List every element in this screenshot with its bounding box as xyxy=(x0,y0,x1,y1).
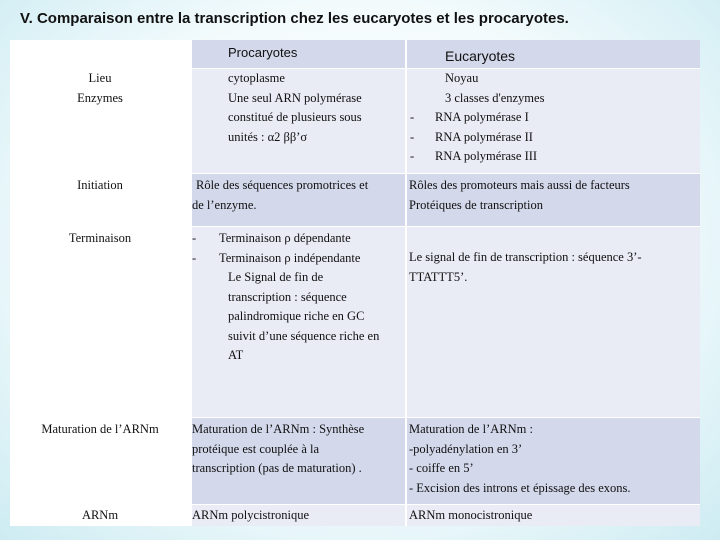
pro-lieu-text: cytoplasme xyxy=(228,71,285,85)
pro-maturation-line-2: protéique est couplée à la xyxy=(192,441,320,456)
euk-lieu-text: Noyau xyxy=(445,71,479,85)
row-label-terminaison: Terminaison xyxy=(68,231,132,245)
euk-enzyme-item: - RNA polymérase III xyxy=(410,149,538,163)
euk-initiation-line-2: Protéiques de transcription xyxy=(409,197,543,212)
euk-maturation-line-1: Maturation de l’ARNm : xyxy=(409,422,533,436)
euk-maturation-line-3: - coiffe en 5’ xyxy=(409,461,474,475)
euk-maturation-line-2: -polyadénylation en 3’ xyxy=(409,441,523,456)
header-empty-cell xyxy=(10,40,190,68)
euk-enzymes-intro: 3 classes d'enzymes xyxy=(445,90,545,105)
slide-title: V. Comparaison entre la transcription chez les eucaryotes et les procaryotes. xyxy=(20,10,569,27)
pro-terminaison-item: - Terminaison ρ indépendante xyxy=(192,250,361,265)
row-label-lieu: Lieu xyxy=(88,71,112,85)
cell-euk-maturation xyxy=(407,418,700,504)
cell-pro-arnm: ARNm polycistronique xyxy=(192,505,405,526)
pro-maturation-line-1: Maturation de l’ARNm : Synthèse xyxy=(192,422,365,436)
euk-terminaison-line-1: Le signal de fin de transcription : séquence 3’- xyxy=(409,250,642,264)
pro-enzymes-line-3: unités : α2 ββ’σ xyxy=(228,129,308,144)
row-label-initiation: Initiation xyxy=(77,178,123,192)
pro-terminaison-cont-1: Le Signal de fin de xyxy=(228,270,324,284)
row-label-maturation: Maturation de l’ARNm xyxy=(41,422,159,436)
euk-maturation-line-4: - Excision des introns et épissage des exons. xyxy=(409,480,631,495)
row-label-arnm: ARNm xyxy=(81,508,119,522)
row-label-lieu-enzymes xyxy=(10,69,190,173)
cell-pro-terminaison xyxy=(192,227,405,417)
euk-terminaison-line-2: TTATTT5’. xyxy=(409,269,468,284)
pro-maturation-line-3: transcription (pas de maturation) . xyxy=(192,461,362,475)
cell-euk-terminaison xyxy=(407,227,700,417)
pro-initiation-line-1: Rôle des séquences promotrices et xyxy=(196,178,369,192)
cell-euk-arnm: ARNm monocistronique xyxy=(407,505,700,526)
cell-euk-initiation xyxy=(407,174,700,226)
euk-enzyme-item: - RNA polymérase II xyxy=(410,129,533,144)
cell-pro-maturation xyxy=(192,418,405,504)
euk-enzyme-item: - RNA polymérase I xyxy=(410,110,529,124)
cell-euk-lieu-enzymes xyxy=(407,69,700,173)
pro-terminaison-item: - Terminaison ρ dépendante xyxy=(192,231,351,245)
pro-initiation-line-2: de l’enzyme. xyxy=(192,197,257,212)
comparison-table xyxy=(10,40,700,526)
header-eucaryotes: Eucaryotes xyxy=(407,40,700,68)
pro-terminaison-cont-5: AT xyxy=(228,348,244,362)
pro-terminaison-cont-2: transcription : séquence xyxy=(228,289,347,304)
pro-terminaison-cont-4: suivit d’une séquence riche en xyxy=(228,328,380,343)
cell-pro-initiation xyxy=(192,174,405,226)
row-label-enzymes: Enzymes xyxy=(77,90,123,105)
pro-enzymes-line-1: Une seul ARN polymérase xyxy=(228,90,362,105)
header-procaryotes: Procaryotes xyxy=(192,40,405,68)
cell-pro-lieu-enzymes xyxy=(192,69,405,173)
pro-terminaison-cont-3: palindromique riche en GC xyxy=(228,309,365,323)
pro-enzymes-line-2: constitué de plusieurs sous xyxy=(228,110,362,124)
euk-initiation-line-1: Rôles des promoteurs mais aussi de facteurs xyxy=(409,178,630,192)
